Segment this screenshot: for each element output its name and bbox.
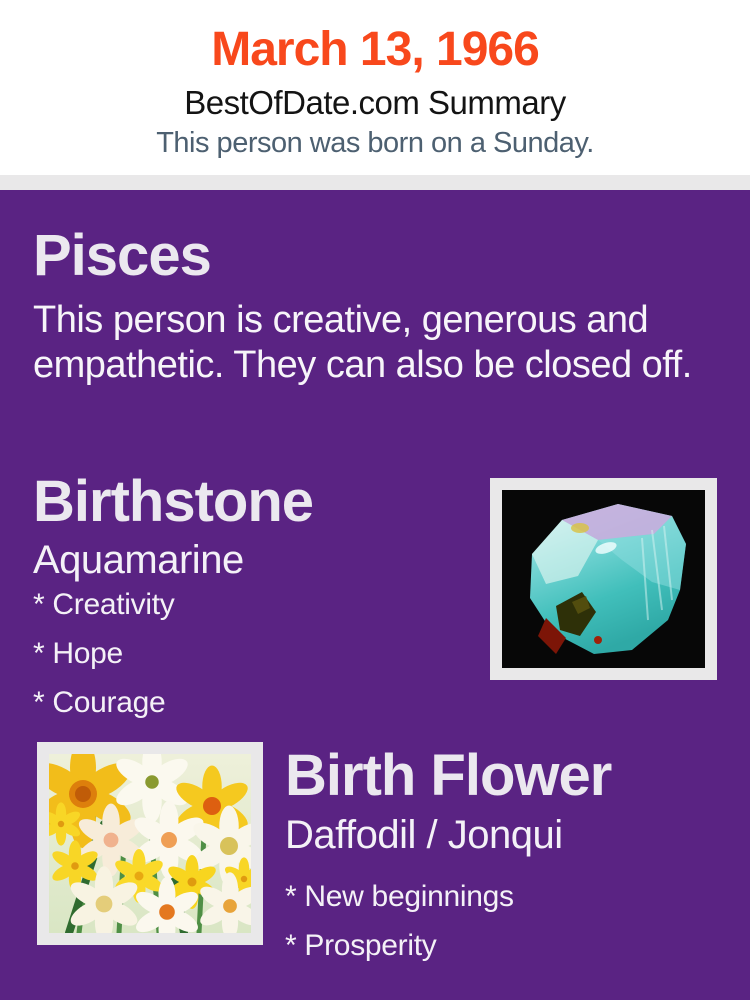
birthstone-trait: * Courage [33,686,166,719]
zodiac-section [0,190,750,1000]
born-day-text: This person was born on a Sunday. [156,127,594,159]
birth-flower-trait-list [285,880,611,963]
birthstone-trait: * Creativity [33,588,175,621]
header-divider [0,175,750,190]
aquamarine-photo [502,490,705,668]
birth-flower-block [285,743,612,978]
birth-flower-photo-frame [37,742,263,945]
birth-flower-trait: * Prosperity [285,928,437,962]
birth-flower-name: Daffodil / Jonqui [285,812,563,857]
header [0,0,750,175]
page-title-date: March 13, 1966 [211,23,539,76]
birthstone-trait-list [33,588,174,735]
birth-flower-heading: Birth Flower [285,743,612,808]
site-summary-subtitle: BestOfDate.com Summary [184,84,566,121]
birth-flower-trait: * New beginnings [285,879,514,913]
zodiac-description: This person is creative, generous and empathetic. They can also be closed off. [33,299,692,386]
daffodil-photo [49,754,251,933]
zodiac-sign-heading: Pisces [33,223,211,288]
birthstone-heading: Birthstone [33,469,313,534]
birthstone-photo-frame [490,478,717,680]
birthstone-name: Aquamarine [33,538,244,582]
birthstone-trait: * Hope [33,637,123,670]
